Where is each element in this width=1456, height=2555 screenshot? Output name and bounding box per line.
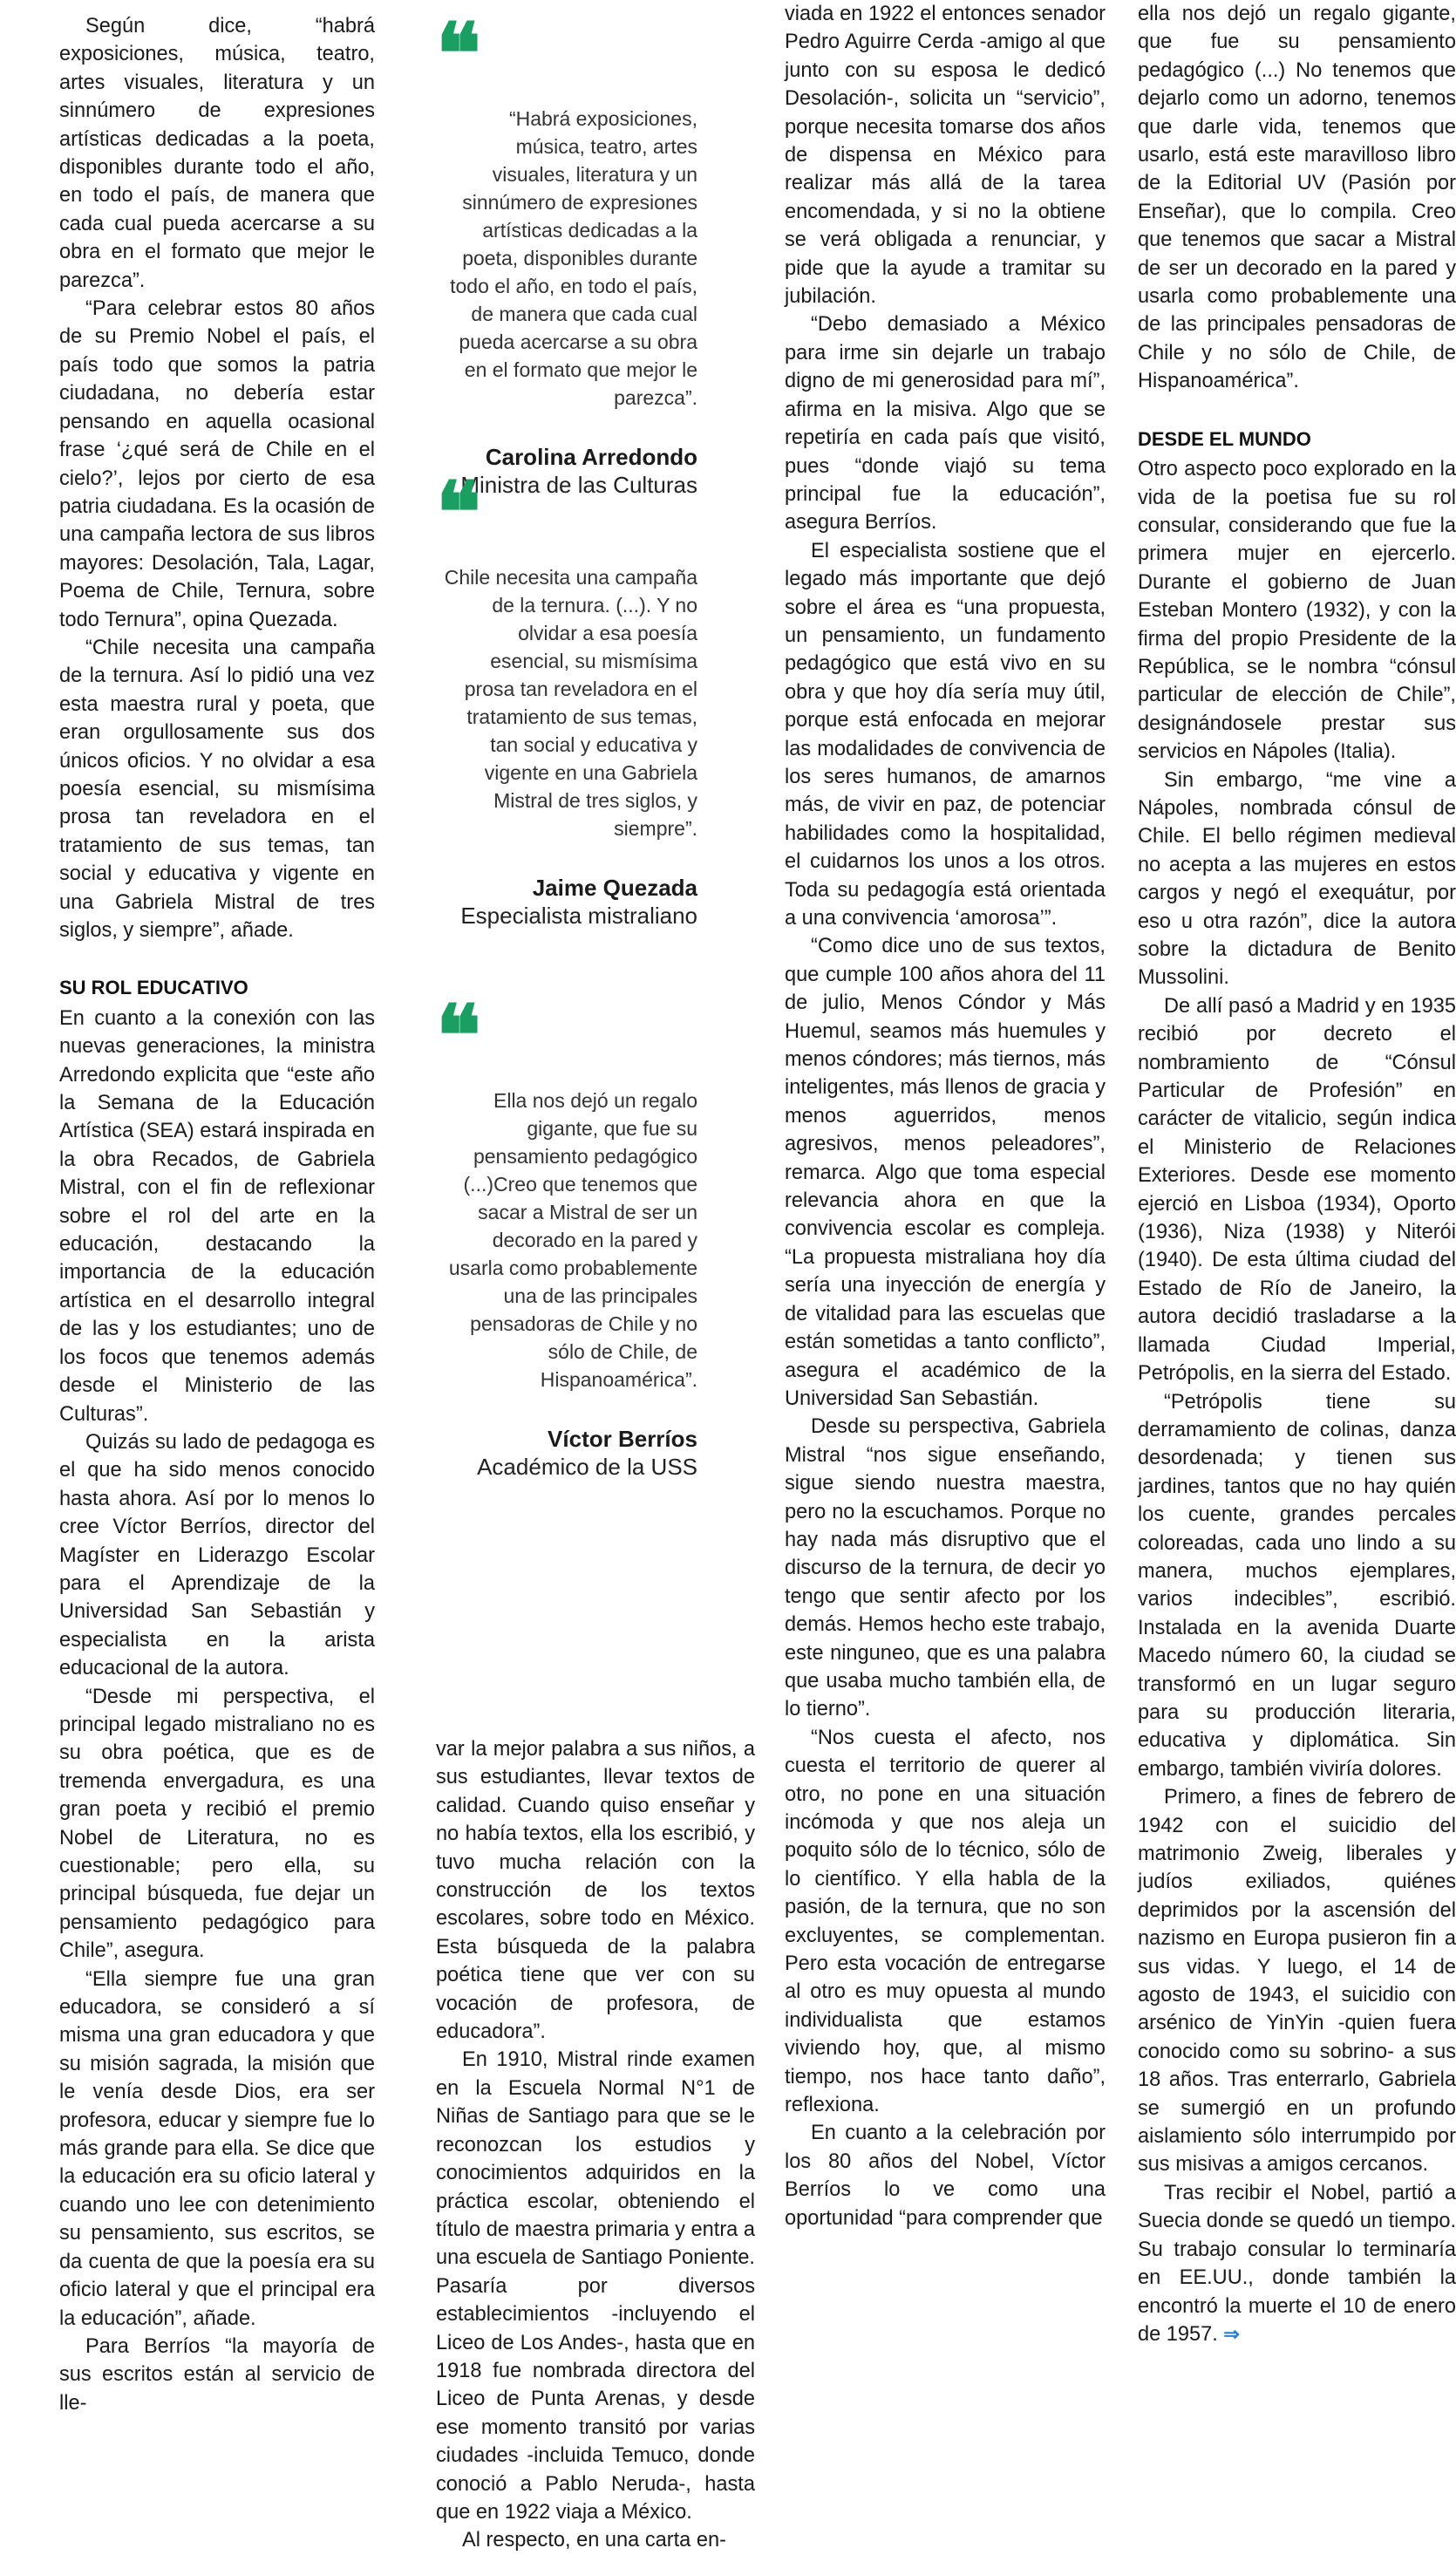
paragraph-text: Tras recibir el Nobel, partió a Suecia donde se quedó un tiempo. Su trabajo consular lo terminaría en EE.UU., donde también la encontró la muerte el 10 de enero de 1957. bbox=[1138, 2181, 1456, 2346]
paragraph: De allí pasó a Madrid y en 1935 recibió por decreto el nombramiento de “Cónsul Particular de Profesión” en carácter de vitalicio, según indica el Ministerio de Relaciones Exteriores. Desde ese momento ejerció en Lisboa (1934), Oporto (1936), Niza (1938) y Niterói (1940). De esta última ciudad del Estado de Río de Janeiro, la autora decidió trasladarse a la llamada Ciudad Imperial, Petrópolis, en la sierra del Estado. bbox=[1138, 994, 1456, 1386]
paragraph: var la mejor palabra a sus niños, a sus estudiantes, llevar textos de calidad. Cuando quiso enseñar y no había textos, ella los escribió, y tuvo mucha relación con la construcción de los textos escolares, sobre todo en México. Esta búsqueda de la palabra poética tiene que ver con su vocación de profesora, de educadora”. bbox=[436, 1738, 755, 2044]
quote-author-role: Ministra de las Culturas bbox=[460, 472, 697, 498]
paragraph: “Para celebrar estos 80 años de su Premio Nobel el país, el país todo que somos la patria ciudadana, no debería estar pensando en aquella ocasional frase ‘¿qué será de Chile en el cielo?’, lejos por cierto de esa patria ciudadana. Es la ocasión de una campaña lectora de sus libros mayores: Desolación, Tala, Lagar, Poema de Chile, Ternura, sobre todo Ternura”, opina Quezada. bbox=[59, 297, 375, 631]
paragraph: “Ella siempre fue una gran educadora, se consideró a sí misma una gran educadora y que su misión sagrada, la misión que le venía desde Dios, era ser profesora, educar y siempre fue lo más grande para ella. Se dice que la educación era su oficio lateral y cuando uno lee con detenimiento su pensamiento, sus escritos, se da cuenta de que la poesía era su oficio lateral y que el principal era la educación”, añade. bbox=[59, 1967, 375, 2330]
paragraph: “Nos cuesta el afecto, nos cuesta el territorio de querer al otro, no pone en una situación incómoda y que nos aleja un poquito sólo de lo técnico, sólo de lo científico. Y ella habla de la pasión, de la ternura, que no son excluyentes, se complementan. Pero esta vocación de entregarse al otro es muy opuesta al mundo individualista que estamos viviendo hoy, que, al mismo tiempo, nos hace tanto daño”, reflexiona. bbox=[785, 1726, 1106, 2117]
pull-quote bbox=[436, 4, 697, 499]
column-3 bbox=[785, 0, 1106, 2232]
quote-mark-icon: ❝ bbox=[436, 986, 481, 1085]
quote-author: Víctor Berríos bbox=[548, 1426, 697, 1452]
end-arrow-icon: ⇒ bbox=[1223, 2322, 1240, 2345]
paragraph: En 1910, Mistral rinde examen en la Escuela Normal N°1 de Niñas de Santiago para que se le reconozcan los estudios y conocimientos adquiridos en la práctica escolar, obteniendo el título de maestra primaria y entra a una escuela de Santiago Poniente. Pasaría por diversos establecimientos -incluyendo el Liceo de Los Andes-, hasta que en 1918 fue nombrada directora del Liceo de Punta Arenas, y desde ese momento transitó por varias ciudades -incluida Temuco, donde conoció a Pablo Neruda-, hasta que en 1922 viaja a México. bbox=[436, 2048, 755, 2524]
quote-author: Carolina Arredondo bbox=[485, 444, 697, 470]
paragraph: El especialista sostiene que el legado más importante que dejó sobre el área es “una propuesta, un pensamiento, un fundamento pedagógico que está vivo en su obra y que hoy día sería muy útil, porque está enfocada en mejorar las modalidades de convivencia de los seres humanos, de amarnos más, de vivir en paz, de potenciar habilidades como la hospitalidad, el cuidarnos los unos a los otros. Toda su pedagogía está orientada a una convivencia ‘amorosa’”. bbox=[785, 539, 1106, 930]
pull-quote bbox=[436, 463, 697, 930]
section-heading: SU ROL EDUCATIVO bbox=[59, 977, 248, 999]
column-4 bbox=[1138, 0, 1456, 2348]
paragraph: viada en 1922 el entonces senador Pedro Aguirre Cerda -amigo al que junto con su esposa le dedicó Desolación-, solicita un “servicio”, porque necesita tomarse dos años de dispensa en México para realizar más allá de la tarea encomendada, y si no la obtiene se verá obligada a renunciar, y pide que la ayude a tramitar su jubilación. bbox=[785, 3, 1106, 309]
quote-mark-icon: ❝ bbox=[436, 463, 481, 562]
paragraph: Para Berríos “la mayoría de sus escritos están al servicio de lle- bbox=[59, 2334, 375, 2415]
paragraph: Según dice, “habrá exposiciones, música, teatro, artes visuales, literatura y un sinnúmero de expresiones artísticas dedicadas a la poeta, disponibles durante todo el año, en todo el país, de manera que cada cual pueda acercarse a su obra en el formato que mejor le parezca”. bbox=[59, 15, 375, 292]
pull-quote bbox=[436, 986, 697, 1481]
paragraph: En cuanto a la conexión con las nuevas generaciones, la ministra Arredondo explicita que “este año la Semana de la Educación Artística (SEA) estará inspirada en la obra Recados, de Gabriela Mistral, con el fin de reflexionar sobre el rol del arte en la educación, destacando la importancia de la educación artística en el desarrollo integral de las y los estudiantes; uno de los focos que tenemos además desde el Ministerio de las Culturas”. bbox=[59, 1006, 375, 1426]
quote-author-role: Especialista mistraliano bbox=[460, 903, 697, 929]
quote-author-role: Académico de la USS bbox=[477, 1454, 697, 1480]
quote-mark-icon: ❝ bbox=[436, 4, 481, 103]
paragraph: “Petrópolis tiene su derramamiento de colinas, danza desordenada; y tienen sus jardines, tantos que no hay quién los cuente, grandes percales coloreadas, cada uno lindo a su manera, muchos ejemplares, varios indecibles”, escribió. Instalada en la avenida Duarte Macedo número 60, la ciudad se transformó en un lugar seguro para su producción literaria, educativa y diplomática. Sin embargo, también viviría dolores. bbox=[1138, 1390, 1456, 1781]
quote-text: “Habrá exposiciones, música, teatro, artes visuales, literatura y un sinnúmero de expresiones artísticas dedicadas a la poeta, disponibles durante todo el año, en todo el país, de manera que cada cual pueda acercarse a su obra en el formato que mejor le parezca”. bbox=[450, 107, 697, 409]
quote-author: Jaime Quezada bbox=[532, 875, 697, 901]
paragraph bbox=[1138, 2179, 1456, 2348]
paragraph: Sin embargo, “me vine a Nápoles, nombrada cónsul de Chile. El bello régimen medieval no acepta a las mujeres en estos cargos y negó el exequátur, por eso u otra razón”, dice la autora sobre la dictadura de Benito Mussolini. bbox=[1138, 768, 1456, 990]
paragraph: Quizás su lado de pedagoga es el que ha sido menos conocido hasta ahora. Así por lo menos lo cree Víctor Berríos, director del Magíster en Liderazgo Escolar para el Aprendizaje de la Universidad San Sebastián y especialista en la arista educacional de la autora. bbox=[59, 1430, 375, 1680]
paragraph: ella nos dejó un regalo gigante, que fue su pensamiento pedagógico (...) No tenemos que dejarlo como un adorno, tenemos que darle vida, tenemos que usarlo, está este maravilloso libro de la Editorial UV (Pasión por Enseñar), que lo compila. Creo que tenemos que sacar a Mistral de ser un decorado en la pared y usarla como probablemente una de las principales pensadoras de Chile y no sólo de Chile, de Hispanoamérica”. bbox=[1138, 3, 1456, 393]
paragraph: Primero, a fines de febrero de 1942 con el suicidio del matrimonio Zweig, liberales y judíos exiliados, quiénes deprimidos por la ascensión del nazismo en Europa pusieron fin a sus vidas. Y luego, el 14 de agosto de 1943, el suicidio con arsénico de YinYin -quien fuera conocido como su sobrino- a sus 18 años. Tras enterrarlo, Gabriela se sumergió en un profundo aislamiento sólo interrumpido por sus misivas a amigos cercanos. bbox=[1138, 1786, 1456, 2177]
quote-text: Chile necesita una campaña de la ternura. (...). Y no olvidar a esa poesía esencial, su mismísima prosa tan reveladora en el tratamiento de sus temas, tan social y educativa y vigente en una Gabriela Mistral de tres siglos, y siempre”. bbox=[444, 566, 697, 840]
paragraph: “Desde mi perspectiva, el principal legado mistraliano no es su obra poética, que es de tremenda envergadura, es una gran poeta y recibió el premio Nobel de Literatura, no es cuestionable; pero ella, su principal búsqueda, fue dejar un pensamiento pedagógico para Chile”, asegura. bbox=[59, 1685, 375, 1963]
paragraph: Otro aspecto poco explorado en la vida de la poetisa fue su rol consular, considerando que fue la primera mujer en ejercerlo. Durante el gobierno de Juan Esteban Montero (1932), y con la firma del propio Presidente de la República, se le nombra “cónsul particular de elección de Chile”, designándosele prestar sus servicios en Nápoles (Italia). bbox=[1138, 458, 1456, 764]
section-heading: DESDE EL MUNDO bbox=[1138, 427, 1311, 450]
paragraph: “Como dice uno de sus textos, que cumple 100 años ahora del 11 de julio, Menos Cóndor y Más Huemul, seamos más huemules y menos cóndores; más tiernos, más inteligentes, más llenos de gracia y menos aguerridos, menos agresivos, menos peleadores”, remarca. Algo que toma especial relevancia ahora en que la convivencia escolar es compleja. “La propuesta mistraliana hoy día sería una inyección de energía y de vitalidad para las escuelas que están sometidas a tanto conflicto”, asegura el académico de la Universidad San Sebastián. bbox=[785, 935, 1106, 1410]
paragraph: En cuanto a la celebración por los 80 años del Nobel, Víctor Berríos lo ve como una oportunidad “para comprender que bbox=[785, 2122, 1106, 2230]
column-1 bbox=[59, 12, 375, 2417]
paragraph: Desde su perspectiva, Gabriela Mistral “nos sigue enseñando, sigue siendo nuestra maestra, pero no la escuchamos. Porque no hay nada más disruptivo que el discurso de la ternura, de decir yo tengo que sentir afecto por los demás. Hemos hecho este trabajo, este ninguneo, que es una palabra que usaba mucho también ella, de lo tierno”. bbox=[785, 1415, 1106, 1721]
paragraph: “Debo demasiado a México para irme sin dejarle un trabajo digno de mi generosidad para mí”, afirma en la misiva. Algo que se repetiría en cada país que visitó, pues “donde viajó su tema principal fue la educación”, asegura Berríos. bbox=[785, 313, 1106, 535]
column-2-continuation bbox=[436, 1735, 755, 2555]
paragraph: “Chile necesita una campaña de la ternura. Así lo pidió una vez esta maestra rural y poeta, que eran orgullosamente sus dos únicos oficios. Y no olvidar a esa poesía esencial, su mismísima prosa tan reveladora en el tratamiento de sus temas, tan social y educativa y vigente en una Gabriela Mistral de tres siglos, y siempre”, añade. bbox=[59, 636, 375, 942]
quote-text: Ella nos dejó un regalo gigante, que fue su pensamiento pedagógico (...)Creo que tenemos que sacar a Mistral de ser un decorado en la pared y usarla como probablemente una de las principales pensadoras de Chile y no sólo de Chile, de Hispanoamérica”. bbox=[448, 1089, 697, 1391]
paragraph: Al respecto, en una carta en- bbox=[462, 2529, 726, 2552]
